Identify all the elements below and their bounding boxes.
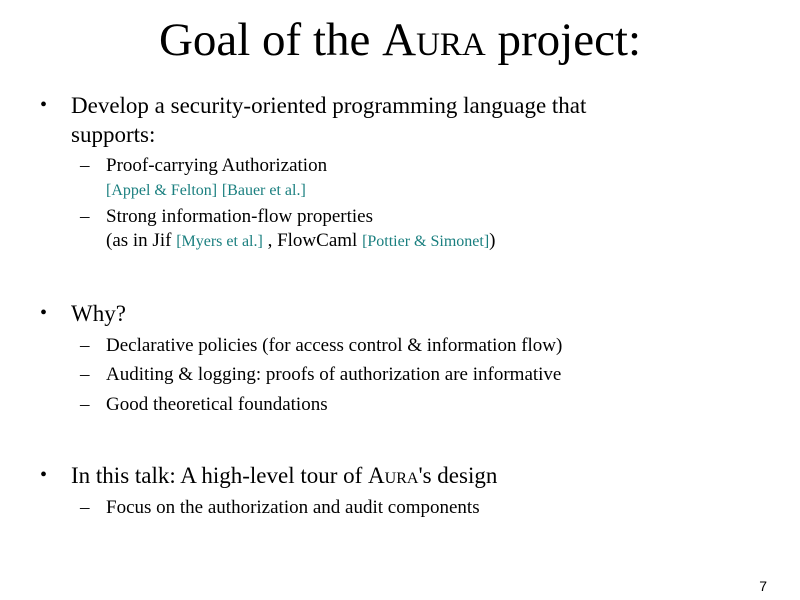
subitem-text-line: Declarative policies (for access control & information flow) bbox=[106, 335, 563, 356]
subitem-text: (as in Jif bbox=[106, 230, 177, 251]
bullet-icon: • bbox=[40, 464, 48, 486]
dash-icon: – bbox=[80, 364, 90, 385]
bullet-icon: • bbox=[40, 302, 48, 324]
subitem-text: ) bbox=[489, 230, 496, 251]
dash-icon: – bbox=[80, 155, 90, 176]
title-brand: Aura bbox=[382, 14, 486, 66]
bullet-text: 's design bbox=[418, 463, 498, 488]
dash-icon: – bbox=[80, 206, 90, 227]
dash-icon: – bbox=[80, 335, 90, 356]
subitem-text-line: Good theoretical foundations bbox=[106, 394, 328, 415]
subitem-text-line: Strong information-flow properties bbox=[106, 206, 374, 227]
dash-icon: – bbox=[80, 394, 90, 415]
title-text-after: project: bbox=[485, 14, 642, 66]
bullet-icon: • bbox=[40, 94, 48, 116]
brand-name: Aura bbox=[368, 463, 419, 488]
slide-title bbox=[0, 12, 800, 68]
page-number: 7 bbox=[759, 578, 767, 594]
subitem-citation-line bbox=[106, 178, 306, 203]
bullet-text-line: supports: bbox=[71, 122, 156, 147]
bullet-text-line bbox=[71, 461, 497, 490]
citation: [Appel & Felton] bbox=[106, 182, 218, 199]
bullet-text-line: Why? bbox=[71, 301, 126, 326]
title-text-before: Goal of the bbox=[158, 14, 383, 66]
citation: [Bauer et al.] bbox=[221, 182, 306, 199]
subitem-text-line bbox=[106, 229, 496, 254]
dash-icon: – bbox=[80, 497, 90, 518]
subitem-text-line: Focus on the authorization and audit components bbox=[106, 497, 480, 518]
citation: [Myers et al.] bbox=[176, 233, 263, 250]
bullet-text-line: Develop a security-oriented programming language that bbox=[71, 93, 587, 118]
subitem-text-line: Proof-carrying Authorization bbox=[106, 155, 328, 176]
citation: [Pottier & Simonet] bbox=[362, 233, 490, 250]
bullet-text: In this talk: A high-level tour of bbox=[71, 463, 369, 488]
subitem-text: , FlowCaml bbox=[262, 230, 363, 251]
subitem-text-line: Auditing & logging: proofs of authorization are informative bbox=[106, 364, 562, 385]
